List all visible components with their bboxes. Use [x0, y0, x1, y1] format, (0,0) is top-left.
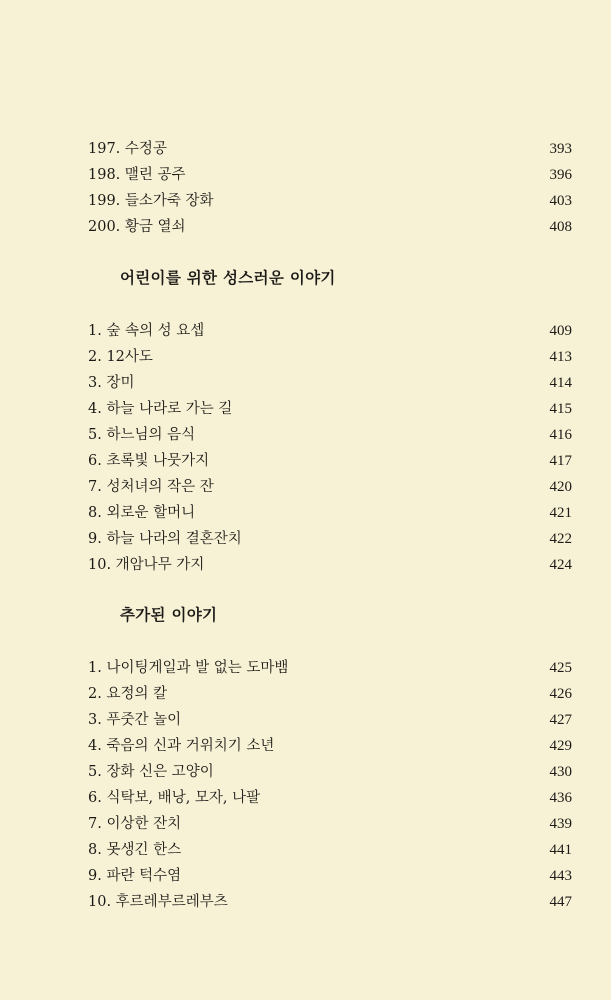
entry-title: 200. 황금 열쇠 [88, 219, 186, 235]
entry-title: 9. 하늘 나라의 결혼잔치 [88, 531, 242, 547]
toc-entry [88, 785, 572, 811]
section-heading-holy-stories: 어린이를 위한 성스러운 이야기 [120, 268, 336, 287]
entry-title: 1. 숲 속의 성 요셉 [88, 323, 205, 339]
entry-title: 5. 하느님의 음식 [88, 427, 196, 443]
entry-page-number: 443 [549, 868, 572, 884]
entry-page-number: 417 [549, 453, 572, 469]
toc-entry [88, 188, 572, 214]
toc-entry [88, 655, 572, 681]
entry-page-number: 439 [549, 816, 572, 832]
toc-entry [88, 396, 572, 422]
entry-title: 3. 장미 [88, 375, 135, 391]
toc-entry [88, 863, 572, 889]
toc-entry [88, 422, 572, 448]
entry-page-number: 420 [549, 479, 572, 495]
entry-page-number: 408 [549, 219, 572, 235]
toc-entry [88, 448, 572, 474]
entry-title: 2. 요정의 칼 [88, 686, 168, 702]
entry-page-number: 403 [549, 193, 572, 209]
toc-entry [88, 837, 572, 863]
entry-title: 6. 식탁보, 배낭, 모자, 나팔 [88, 790, 261, 806]
entry-title: 199. 들소가죽 장화 [88, 193, 214, 209]
toc-entry [88, 500, 572, 526]
entry-page-number: 427 [549, 712, 572, 728]
toc-entry [88, 318, 572, 344]
entry-page-number: 429 [549, 738, 572, 754]
entry-page-number: 416 [549, 427, 572, 443]
toc-entry [88, 526, 572, 552]
entry-title: 4. 죽음의 신과 거위치기 소년 [88, 738, 275, 754]
entry-title: 198. 맬린 공주 [88, 167, 186, 183]
entry-page-number: 426 [549, 686, 572, 702]
entry-page-number: 436 [549, 790, 572, 806]
toc-section-holy-stories [88, 318, 572, 578]
toc-section-continued [88, 136, 572, 240]
entry-title: 5. 장화 신은 고양이 [88, 764, 214, 780]
entry-page-number: 415 [549, 401, 572, 417]
entry-page-number: 422 [549, 531, 572, 547]
entry-page-number: 424 [549, 557, 572, 573]
entry-page-number: 396 [549, 167, 572, 183]
entry-title: 2. 12사도 [88, 349, 153, 365]
section-heading-added-stories: 추가된 이야기 [120, 605, 218, 624]
entry-page-number: 414 [549, 375, 572, 391]
toc-entry [88, 344, 572, 370]
entry-title: 8. 못생긴 한스 [88, 842, 182, 858]
entry-title: 197. 수정공 [88, 141, 167, 157]
toc-entry [88, 136, 572, 162]
entry-page-number: 393 [549, 141, 572, 157]
entry-title: 10. 개암나무 가지 [88, 557, 205, 573]
toc-entry [88, 162, 572, 188]
toc-entry [88, 370, 572, 396]
toc-entry [88, 733, 572, 759]
toc-entry [88, 889, 572, 915]
entry-page-number: 421 [549, 505, 572, 521]
entry-title: 7. 이상한 잔치 [88, 816, 182, 832]
entry-title: 6. 초록빛 나뭇가지 [88, 453, 210, 469]
entry-page-number: 447 [549, 894, 572, 910]
entry-page-number: 413 [549, 349, 572, 365]
entry-title: 3. 푸줏간 놀이 [88, 712, 182, 728]
entry-title: 9. 파란 턱수염 [88, 868, 182, 884]
entry-title: 8. 외로운 할머니 [88, 505, 196, 521]
toc-entry [88, 811, 572, 837]
entry-title: 1. 나이팅게일과 발 없는 도마뱀 [88, 660, 289, 676]
entry-title: 4. 하늘 나라로 가는 길 [88, 401, 233, 417]
entry-page-number: 441 [549, 842, 572, 858]
toc-entry [88, 474, 572, 500]
toc-entry [88, 681, 572, 707]
toc-entry [88, 707, 572, 733]
toc-entry [88, 214, 572, 240]
toc-section-added-stories [88, 655, 572, 915]
entry-page-number: 425 [549, 660, 572, 676]
entry-title: 10. 후르레부르레부츠 [88, 894, 228, 910]
toc-entry [88, 759, 572, 785]
toc-entry [88, 552, 572, 578]
entry-title: 7. 성처녀의 작은 잔 [88, 479, 214, 495]
entry-page-number: 430 [549, 764, 572, 780]
entry-page-number: 409 [549, 323, 572, 339]
